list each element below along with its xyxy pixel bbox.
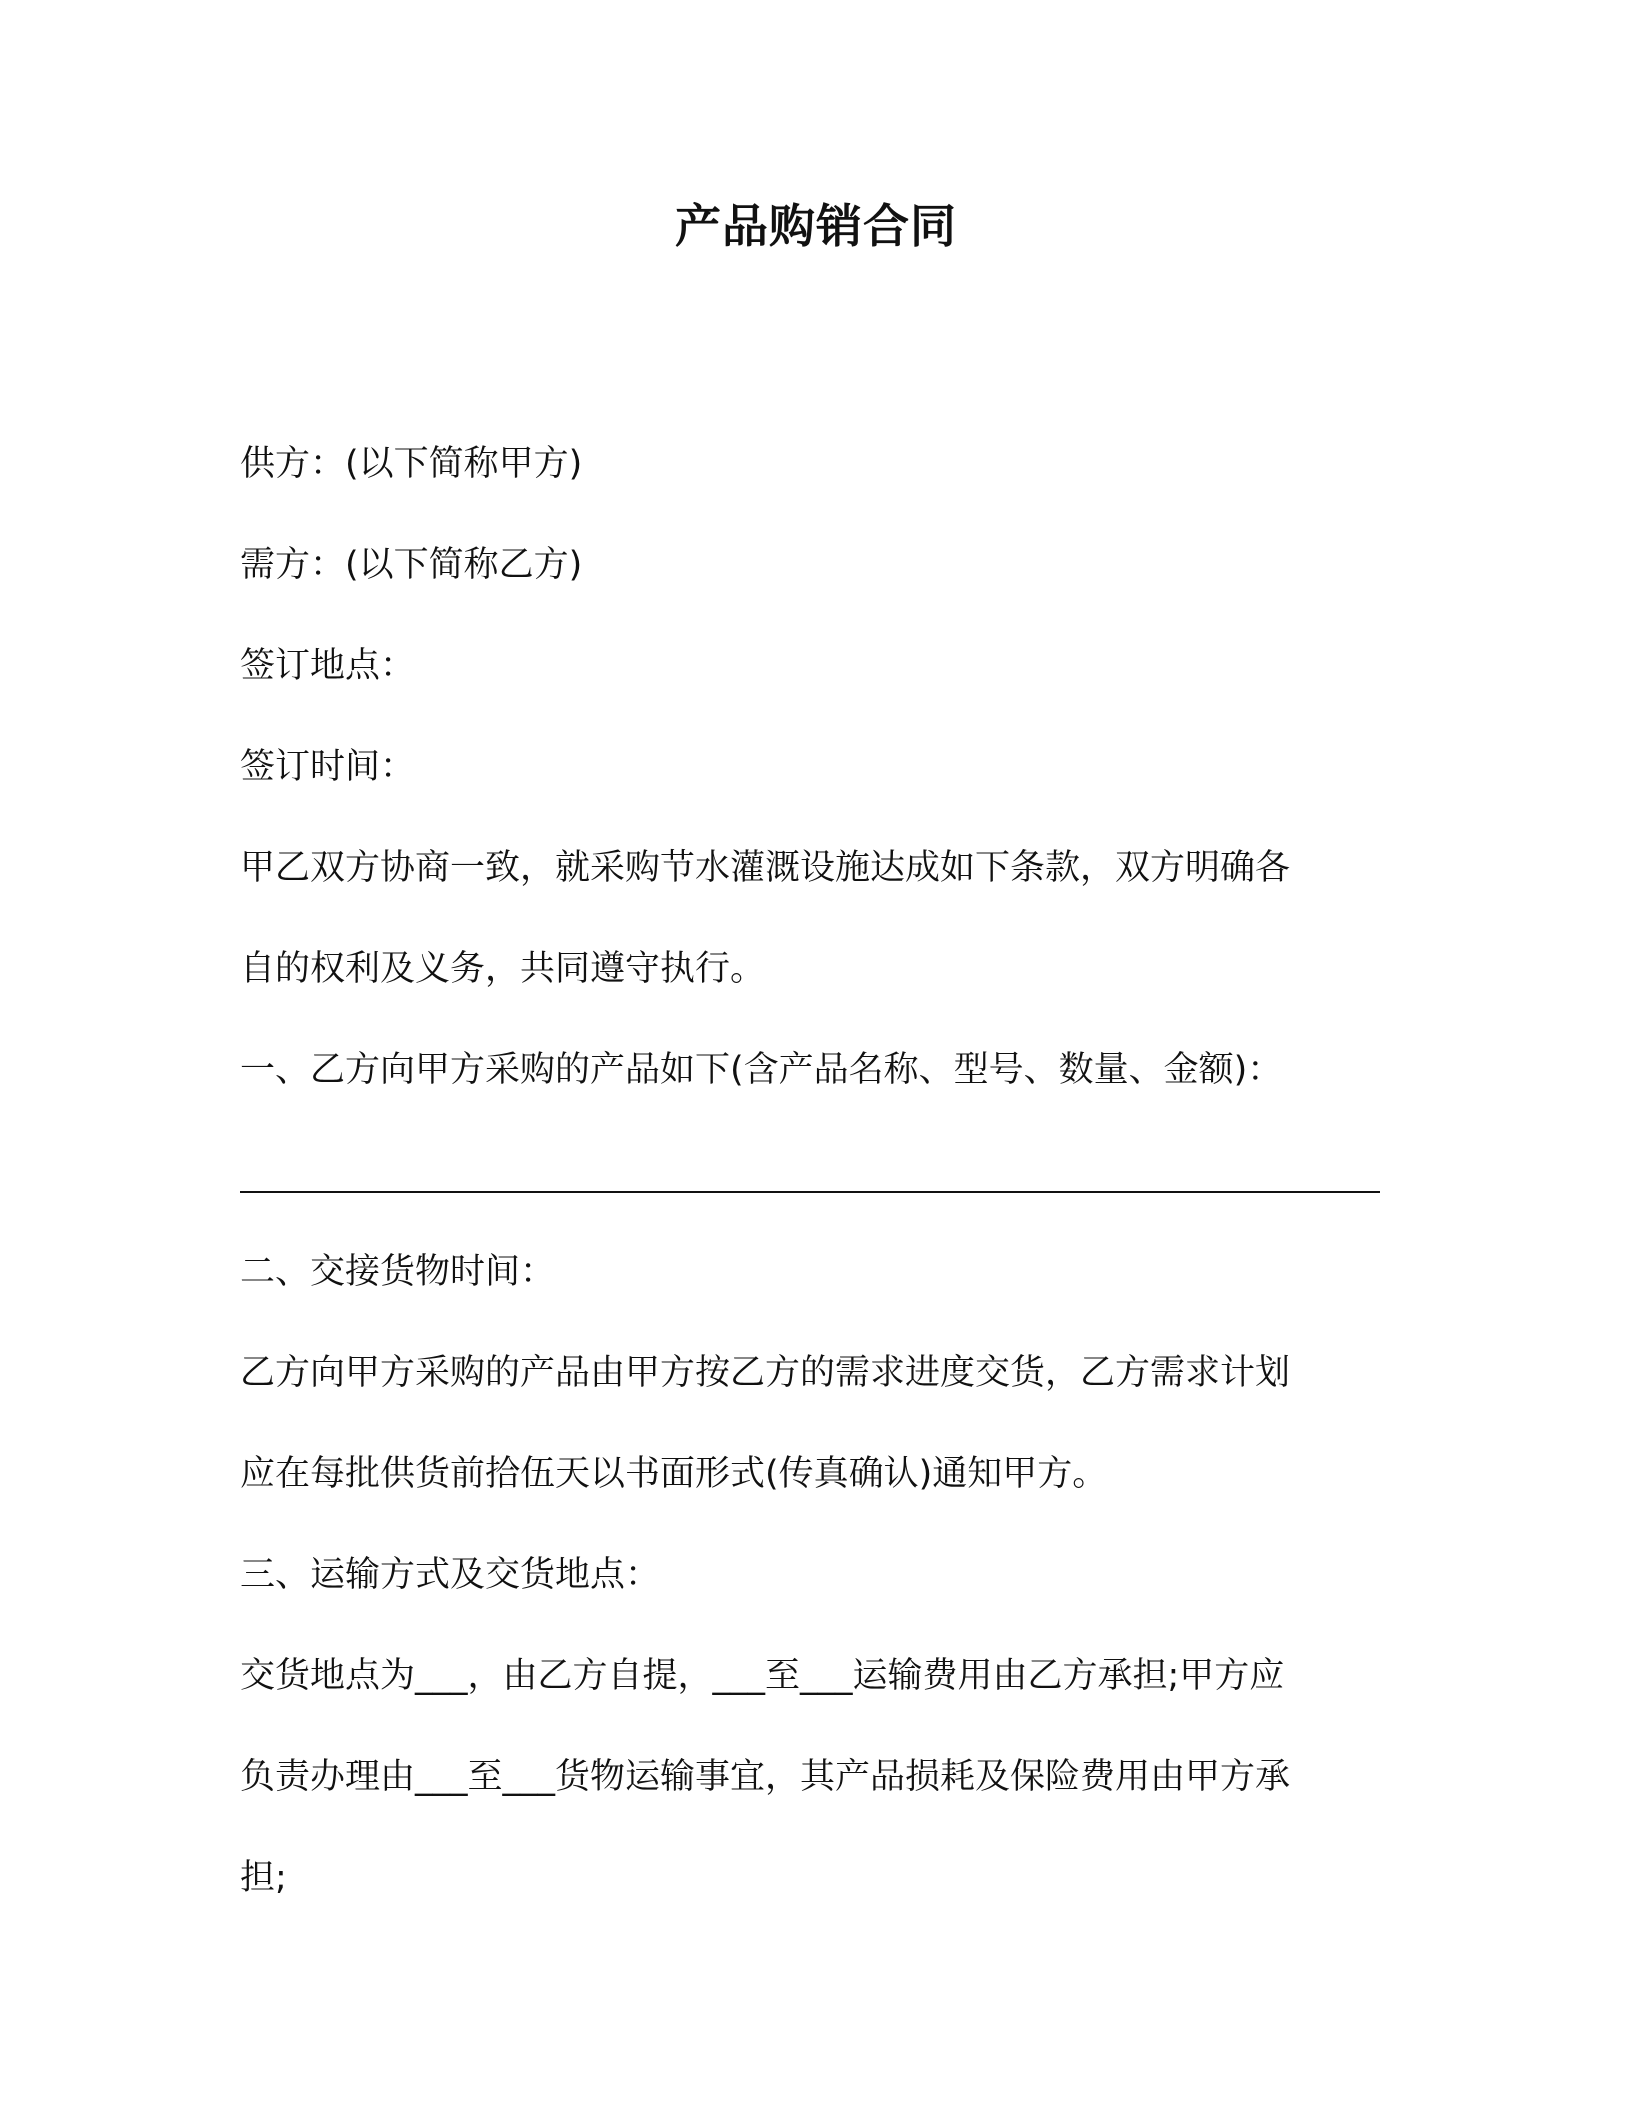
section-3-text-line-1: 交货地点为___，由乙方自提，___至___运输费用由乙方承担;甲方应: [240, 1656, 1285, 1696]
sign-place-line: 签订地点：: [240, 646, 416, 686]
section-3-heading: 三、运输方式及交货地点：: [240, 1555, 661, 1595]
section-3-text-line-3: 担;: [240, 1858, 287, 1898]
section-2-text-line-2: 应在每批供货前拾伍天以书面形式(传真确认)通知甲方。: [240, 1454, 1108, 1494]
intro-line-2: 自的权利及义务，共同遵守执行。: [240, 949, 766, 989]
sign-time-line: 签订时间：: [240, 747, 416, 787]
section-2-text-line-1: 乙方向甲方采购的产品由甲方按乙方的需求进度交货，乙方需求计划: [240, 1353, 1291, 1393]
document-title: 产品购销合同: [675, 199, 957, 253]
intro-line-1: 甲乙双方协商一致，就采购节水灌溉设施达成如下条款，双方明确各: [240, 848, 1291, 888]
buyer-line: 需方：(以下简称乙方): [240, 545, 583, 585]
underline-rule: [240, 1191, 1380, 1193]
section-2-heading: 二、交接货物时间：: [240, 1252, 556, 1292]
section-3-text-line-2: 负责办理由___至___货物运输事宜，其产品损耗及保险费用由甲方承: [240, 1757, 1291, 1797]
section-1-heading: 一、乙方向甲方采购的产品如下(含产品名称、型号、数量、金额)：: [240, 1050, 1283, 1090]
product-list-blank-line: [240, 1121, 1380, 1222]
document-body: [240, 414, 1380, 1929]
supplier-line: 供方：(以下简称甲方): [240, 444, 583, 484]
